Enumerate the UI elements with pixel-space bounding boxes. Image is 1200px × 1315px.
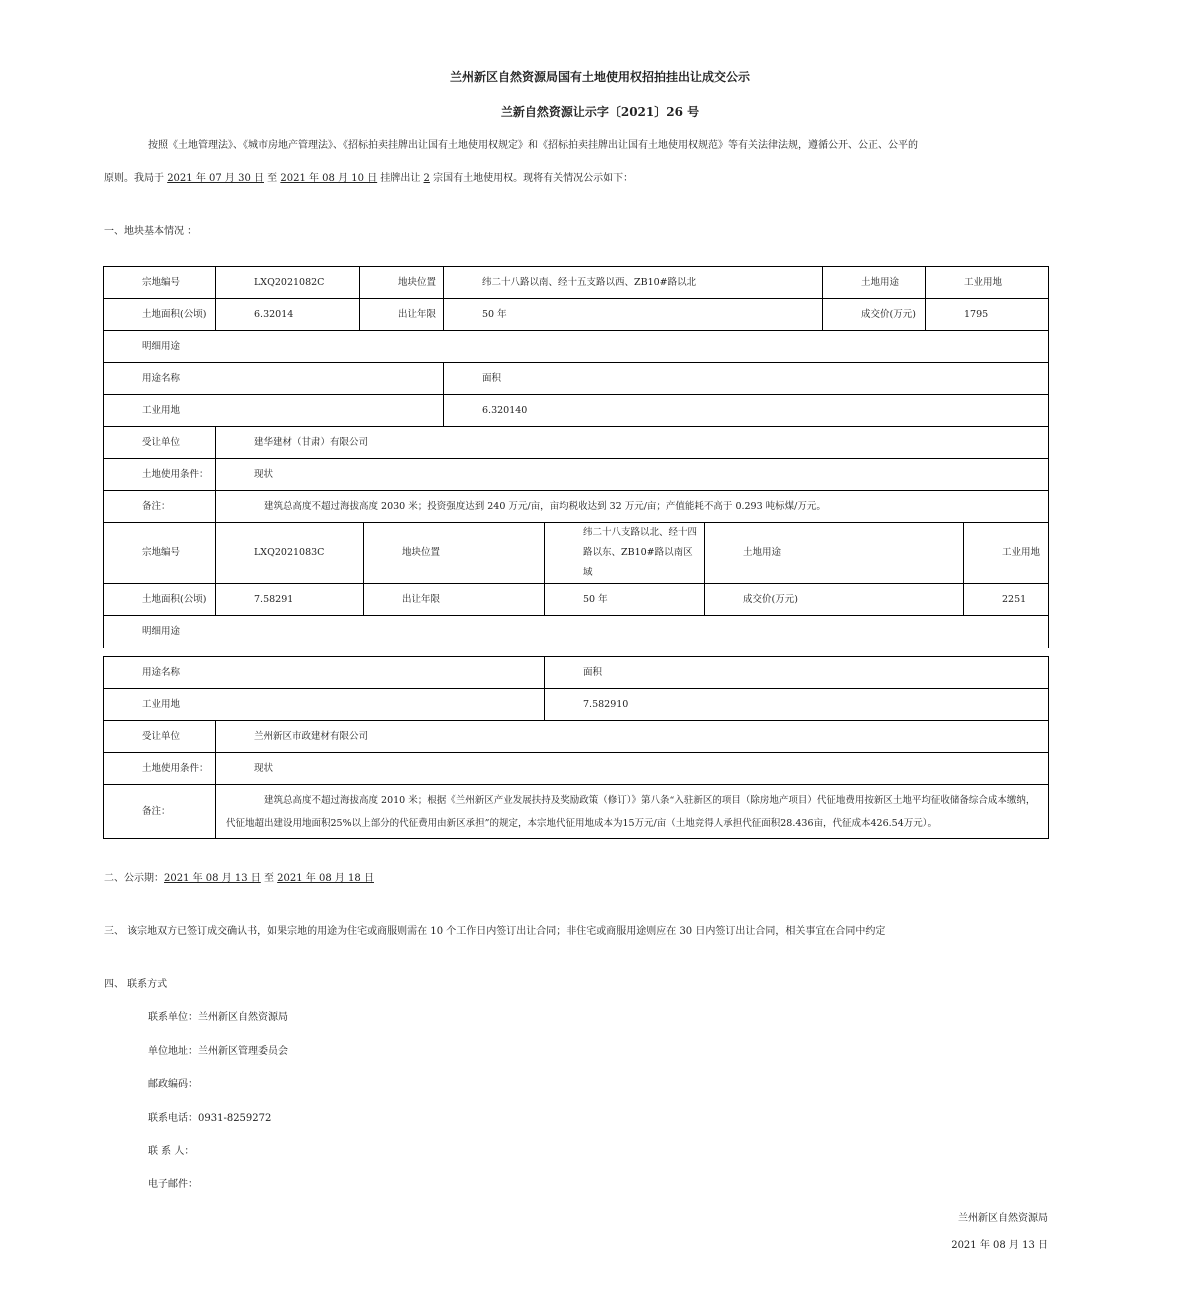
- parcel-2-land-use: 工业用地: [964, 523, 1049, 584]
- label-area: 土地面积(公顷): [104, 584, 216, 616]
- parcel-1-conditions: 现状: [216, 459, 1049, 491]
- parcel-1-location: 纬二十八路以南、经十五支路以西、ZB10#路以北: [444, 267, 823, 299]
- parcel-1-remarks: 建筑总高度不超过海拔高度 2030 米；投资强度达到 240 万元/亩，亩均税收达到 32 万元/亩；产值能耗不高于 0.293 吨标煤/万元。: [216, 491, 1049, 523]
- label-area: 土地面积(公顷): [104, 299, 216, 331]
- label-detail-use: 明细用途: [104, 331, 1049, 363]
- intro-mid: 挂牌出让: [380, 173, 421, 184]
- intro-to: 至: [267, 173, 278, 184]
- contact-unit: 联系单位：兰州新区自然资源局: [148, 1012, 288, 1023]
- label-use-area: 面积: [545, 657, 1049, 689]
- label-land-use: 土地用途: [705, 523, 964, 584]
- intro-prefix: 原则。我局于: [104, 173, 164, 184]
- parcel-1-no: LXQ2021082C: [216, 267, 360, 299]
- label-use-name: 用途名称: [104, 657, 545, 689]
- section-2-start: 2021 年 08 月 13 日: [164, 873, 261, 884]
- parcel-2-price: 2251: [964, 584, 1049, 616]
- label-conditions: 土地使用条件：: [104, 459, 216, 491]
- parcel-1-detail-area: 6.320140: [444, 395, 1049, 427]
- contact-address: 单位地址：兰州新区管理委员会: [148, 1046, 288, 1057]
- parcel-2-no: LXQ2021083C: [216, 523, 364, 584]
- label-term: 出让年限: [360, 299, 444, 331]
- label-parcel-no: 宗地编号: [104, 267, 216, 299]
- intro-date-start: 2021 年 07 月 30 日: [167, 173, 264, 184]
- parcel-2-remarks: 建筑总高度不超过海拔高度 2010 米；根据《兰州新区产业发展扶持及奖励政策（修订）》第八条“入驻新区的项目（除房地产项目）代征地费用按新区土地平均征收储备综合成本缴纳，代征地超出建设用地面积25%以上部分的代征费用由新区承担”的规定，本宗地代征用地成本为15万元/亩（土地竞得人承担代征面积28.436亩，代征成本426.54万元）。: [216, 785, 1049, 839]
- contact-email: 电子邮件：: [148, 1179, 198, 1190]
- parcel-2-conditions: 现状: [216, 753, 1049, 785]
- parcel-1-detail-use-name: 工业用地: [104, 395, 444, 427]
- label-term: 出让年限: [364, 584, 545, 616]
- section-3: 三、 该宗地双方已签订成交确认书，如果宗地的用途为住宅或商服则需在 10 个工作日内签订出让合同；非住宅或商服用途则应在 30 日内签订出让合同，相关事宜在合同中约定: [104, 926, 886, 937]
- label-conditions: 土地使用条件：: [104, 753, 216, 785]
- label-land-use: 土地用途: [823, 267, 926, 299]
- section-2: [104, 869, 374, 884]
- footer-org: 兰州新区自然资源局: [958, 1213, 1048, 1224]
- parcel-2-table-bottom: [103, 656, 1049, 839]
- parcel-1-land-use: 工业用地: [926, 267, 1049, 299]
- intro-line-1: 按照《土地管理法》、《城市房地产管理法》、《招标拍卖挂牌出让国有土地使用权规定》和《招标拍卖挂牌出让国有土地使用权规范》等有关法律法规，遵循公开、公正、公平的: [148, 140, 918, 151]
- section-1-heading: 一、地块基本情况 ：: [104, 226, 198, 237]
- label-price: 成交价(万元): [705, 584, 964, 616]
- contact-person: 联 系 人：: [148, 1146, 195, 1157]
- label-location: 地块位置: [360, 267, 444, 299]
- document-title: 兰州新区自然资源局国有土地使用权招拍挂出让成交公示: [449, 70, 750, 84]
- section-2-label: 二、公示期：: [104, 873, 164, 884]
- parcel-2-transferee: 兰州新区市政建材有限公司: [216, 721, 1049, 753]
- section-2-to: 至: [263, 873, 274, 884]
- contact-postcode: 邮政编码：: [148, 1079, 198, 1090]
- parcel-1-price: 1795: [926, 299, 1049, 331]
- footer-date: 2021 年 08 月 13 日: [951, 1240, 1048, 1251]
- label-use-name: 用途名称: [104, 363, 444, 395]
- parcel-2-term: 50 年: [545, 584, 705, 616]
- document-number: 兰新自然资源让示字〔2021〕26 号: [500, 105, 700, 119]
- contact-phone: 联系电话：0931-8259272: [148, 1113, 272, 1124]
- intro-count: 2: [423, 173, 430, 184]
- parcel-1-term: 50 年: [444, 299, 823, 331]
- section-2-end: 2021 年 08 月 18 日: [277, 873, 374, 884]
- parcel-2-area: 7.58291: [216, 584, 364, 616]
- parcel-2-detail-use-name: 工业用地: [104, 689, 545, 721]
- intro-date-end: 2021 年 08 月 10 日: [280, 173, 378, 184]
- parcel-1-transferee: 建华建材（甘肃）有限公司: [216, 427, 1049, 459]
- label-transferee: 受让单位: [104, 427, 216, 459]
- label-price: 成交价(万元): [823, 299, 926, 331]
- parcel-1-table: [103, 266, 1049, 523]
- label-transferee: 受让单位: [104, 721, 216, 753]
- label-remarks: 备注：: [104, 785, 216, 839]
- label-remarks: 备注：: [104, 491, 216, 523]
- label-parcel-no: 宗地编号: [104, 523, 216, 584]
- intro-line-2: [104, 169, 633, 184]
- parcel-2-location: 纬二十八支路以北、经十四路以东、ZB10#路以南区域: [545, 523, 705, 584]
- section-4-heading: 四、 联系方式: [104, 979, 168, 990]
- label-use-area: 面积: [444, 363, 1049, 395]
- label-detail-use: 明细用途: [104, 616, 1049, 648]
- parcel-2-detail-area: 7.582910: [545, 689, 1049, 721]
- intro-suffix: 宗国有土地使用权。现将有关情况公示如下：: [433, 173, 634, 184]
- parcel-1-area: 6.32014: [216, 299, 360, 331]
- label-location: 地块位置: [364, 523, 545, 584]
- parcel-2-table-top: [103, 522, 1049, 648]
